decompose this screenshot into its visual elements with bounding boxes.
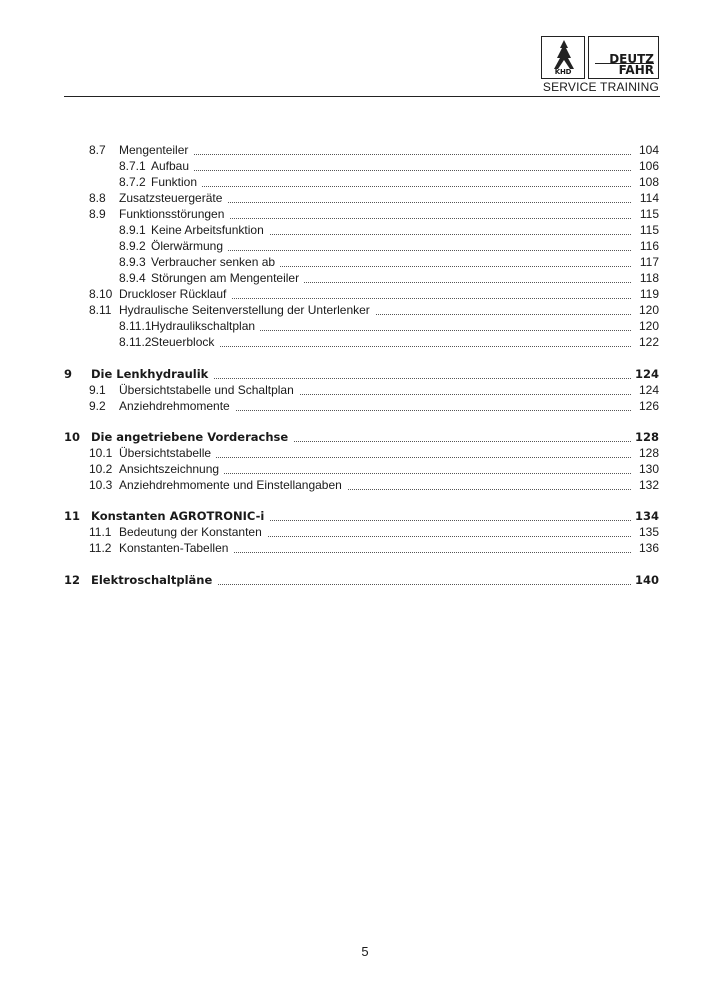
toc-number: 8.11 — [89, 303, 112, 317]
toc-page: 126 — [632, 398, 659, 414]
toc-title: Anziehdrehmomente und Einstellangaben — [119, 477, 347, 493]
toc-page: 117 — [632, 254, 659, 270]
toc-title: Die Lenkhydraulik — [91, 366, 213, 382]
toc-number: 8.8 — [89, 191, 106, 205]
toc-row — [0, 302, 705, 318]
toc-chapter-row — [0, 429, 705, 445]
toc-row — [0, 238, 705, 254]
toc-title: Verbraucher senken ab — [151, 254, 280, 270]
toc-number: 8.9 — [89, 207, 106, 221]
toc-page: 119 — [632, 286, 659, 302]
service-training-label: SERVICE TRAINING — [542, 80, 659, 94]
toc-row — [0, 270, 705, 286]
toc-page: 115 — [632, 222, 659, 238]
toc-page: 130 — [632, 461, 659, 477]
toc-number: 8.7.2 — [119, 175, 146, 189]
toc-number: 8.9.3 — [119, 255, 146, 269]
toc-title: Übersichtstabelle — [119, 445, 216, 461]
toc-page: 122 — [632, 334, 659, 350]
khd-label: KHD — [554, 68, 572, 76]
toc-title: Hydraulikschaltplan — [151, 318, 260, 334]
toc-title: Störungen am Mengenteiler — [151, 270, 304, 286]
toc-title: Ansichtszeichnung — [119, 461, 224, 477]
toc-row — [0, 206, 705, 222]
brand-line-2: FAHR — [618, 63, 654, 77]
toc-row — [0, 318, 705, 334]
toc-page: 108 — [632, 174, 659, 190]
toc-row — [0, 334, 705, 350]
toc-number: 11 — [64, 509, 81, 523]
toc-number: 8.9.1 — [119, 223, 146, 237]
toc-page: 104 — [632, 142, 659, 158]
khd-deer-emblem — [541, 36, 585, 79]
toc-row — [0, 254, 705, 270]
toc-leader-dots — [171, 334, 633, 347]
toc-number: 11.1 — [89, 525, 112, 539]
toc-row — [0, 286, 705, 302]
toc-page: 128 — [632, 445, 659, 461]
toc-title: Steuerblock — [151, 334, 219, 350]
toc-title: Hydraulische Seitenverstellung der Unterlenker — [119, 302, 375, 318]
toc-number: 8.11.2 — [119, 335, 152, 349]
toc-title: Ölerwärmung — [151, 238, 228, 254]
toc-row — [0, 477, 705, 493]
toc-number: 10.2 — [89, 462, 113, 476]
toc-title: Funktionsstörungen — [119, 206, 229, 222]
toc-row — [0, 174, 705, 190]
toc-page: 120 — [632, 302, 659, 318]
toc-leader-dots — [171, 174, 633, 187]
toc-number: 8.7 — [89, 143, 106, 157]
header-divider — [64, 96, 660, 97]
toc-row — [0, 540, 705, 556]
toc-page: 140 — [632, 572, 659, 588]
brand-box — [588, 36, 659, 79]
toc-number: 12 — [64, 573, 81, 587]
toc-row — [0, 142, 705, 158]
toc-page: 128 — [632, 429, 659, 445]
toc-page: 124 — [632, 366, 659, 382]
toc-number: 8.9.2 — [119, 239, 146, 253]
toc-title: Bedeutung der Konstanten — [119, 524, 267, 540]
toc-number: 8.7.1 — [119, 159, 146, 173]
toc-page: 132 — [632, 477, 659, 493]
toc-page: 118 — [632, 270, 659, 286]
brand-line-1: DEUTZ — [609, 52, 654, 66]
toc-title: Aufbau — [151, 158, 194, 174]
toc-leader-dots — [171, 238, 633, 251]
toc-page: 136 — [632, 540, 659, 556]
toc-row — [0, 158, 705, 174]
toc-chapter-row — [0, 366, 705, 382]
toc-page: 120 — [632, 318, 659, 334]
toc-title: Konstanten-Tabellen — [119, 540, 233, 556]
toc-leader-dots — [171, 158, 633, 171]
toc-title: Keine Arbeitsfunktion — [151, 222, 269, 238]
deutz-fahr-logo — [541, 36, 659, 79]
toc-title: Die angetriebene Vorderachse — [91, 429, 293, 445]
toc-title: Zusatzsteuergeräte — [119, 190, 227, 206]
toc-title: Mengenteiler — [119, 142, 193, 158]
toc-row — [0, 382, 705, 398]
toc-page: 116 — [632, 238, 659, 254]
toc-page: 135 — [632, 524, 659, 540]
deer-icon — [544, 38, 584, 72]
toc-title: Übersichtstabelle und Schaltplan — [119, 382, 299, 398]
toc-chapter-row — [0, 508, 705, 524]
toc-page: 124 — [632, 382, 659, 398]
toc-page: 106 — [632, 158, 659, 174]
toc-row — [0, 222, 705, 238]
toc-title: Elektroschaltpläne — [91, 572, 217, 588]
page-number: 5 — [361, 944, 369, 959]
toc-row — [0, 524, 705, 540]
toc-title: Druckloser Rücklauf — [119, 286, 231, 302]
toc-number: 8.10 — [89, 287, 113, 301]
toc-title: Anziehdrehmomente — [119, 398, 235, 414]
toc-title: Konstanten AGROTRONIC-i — [91, 508, 269, 524]
toc-number: 10.3 — [89, 478, 113, 492]
toc-title: Funktion — [151, 174, 202, 190]
toc-page: 114 — [632, 190, 659, 206]
toc-chapter-row — [0, 572, 705, 588]
toc-page: 115 — [632, 206, 659, 222]
toc-number: 8.11.1 — [119, 319, 152, 333]
toc-row — [0, 445, 705, 461]
toc-number: 9.2 — [89, 399, 106, 413]
toc-number: 10.1 — [89, 446, 113, 460]
toc-number: 8.9.4 — [119, 271, 146, 285]
toc-number: 11.2 — [89, 541, 112, 555]
toc-leader-dots — [139, 142, 633, 155]
toc-number: 9 — [64, 367, 73, 381]
toc-row — [0, 398, 705, 414]
toc-row — [0, 461, 705, 477]
toc-number: 9.1 — [89, 383, 106, 397]
toc-row — [0, 190, 705, 206]
toc-page: 134 — [632, 508, 659, 524]
toc-number: 10 — [64, 430, 81, 444]
